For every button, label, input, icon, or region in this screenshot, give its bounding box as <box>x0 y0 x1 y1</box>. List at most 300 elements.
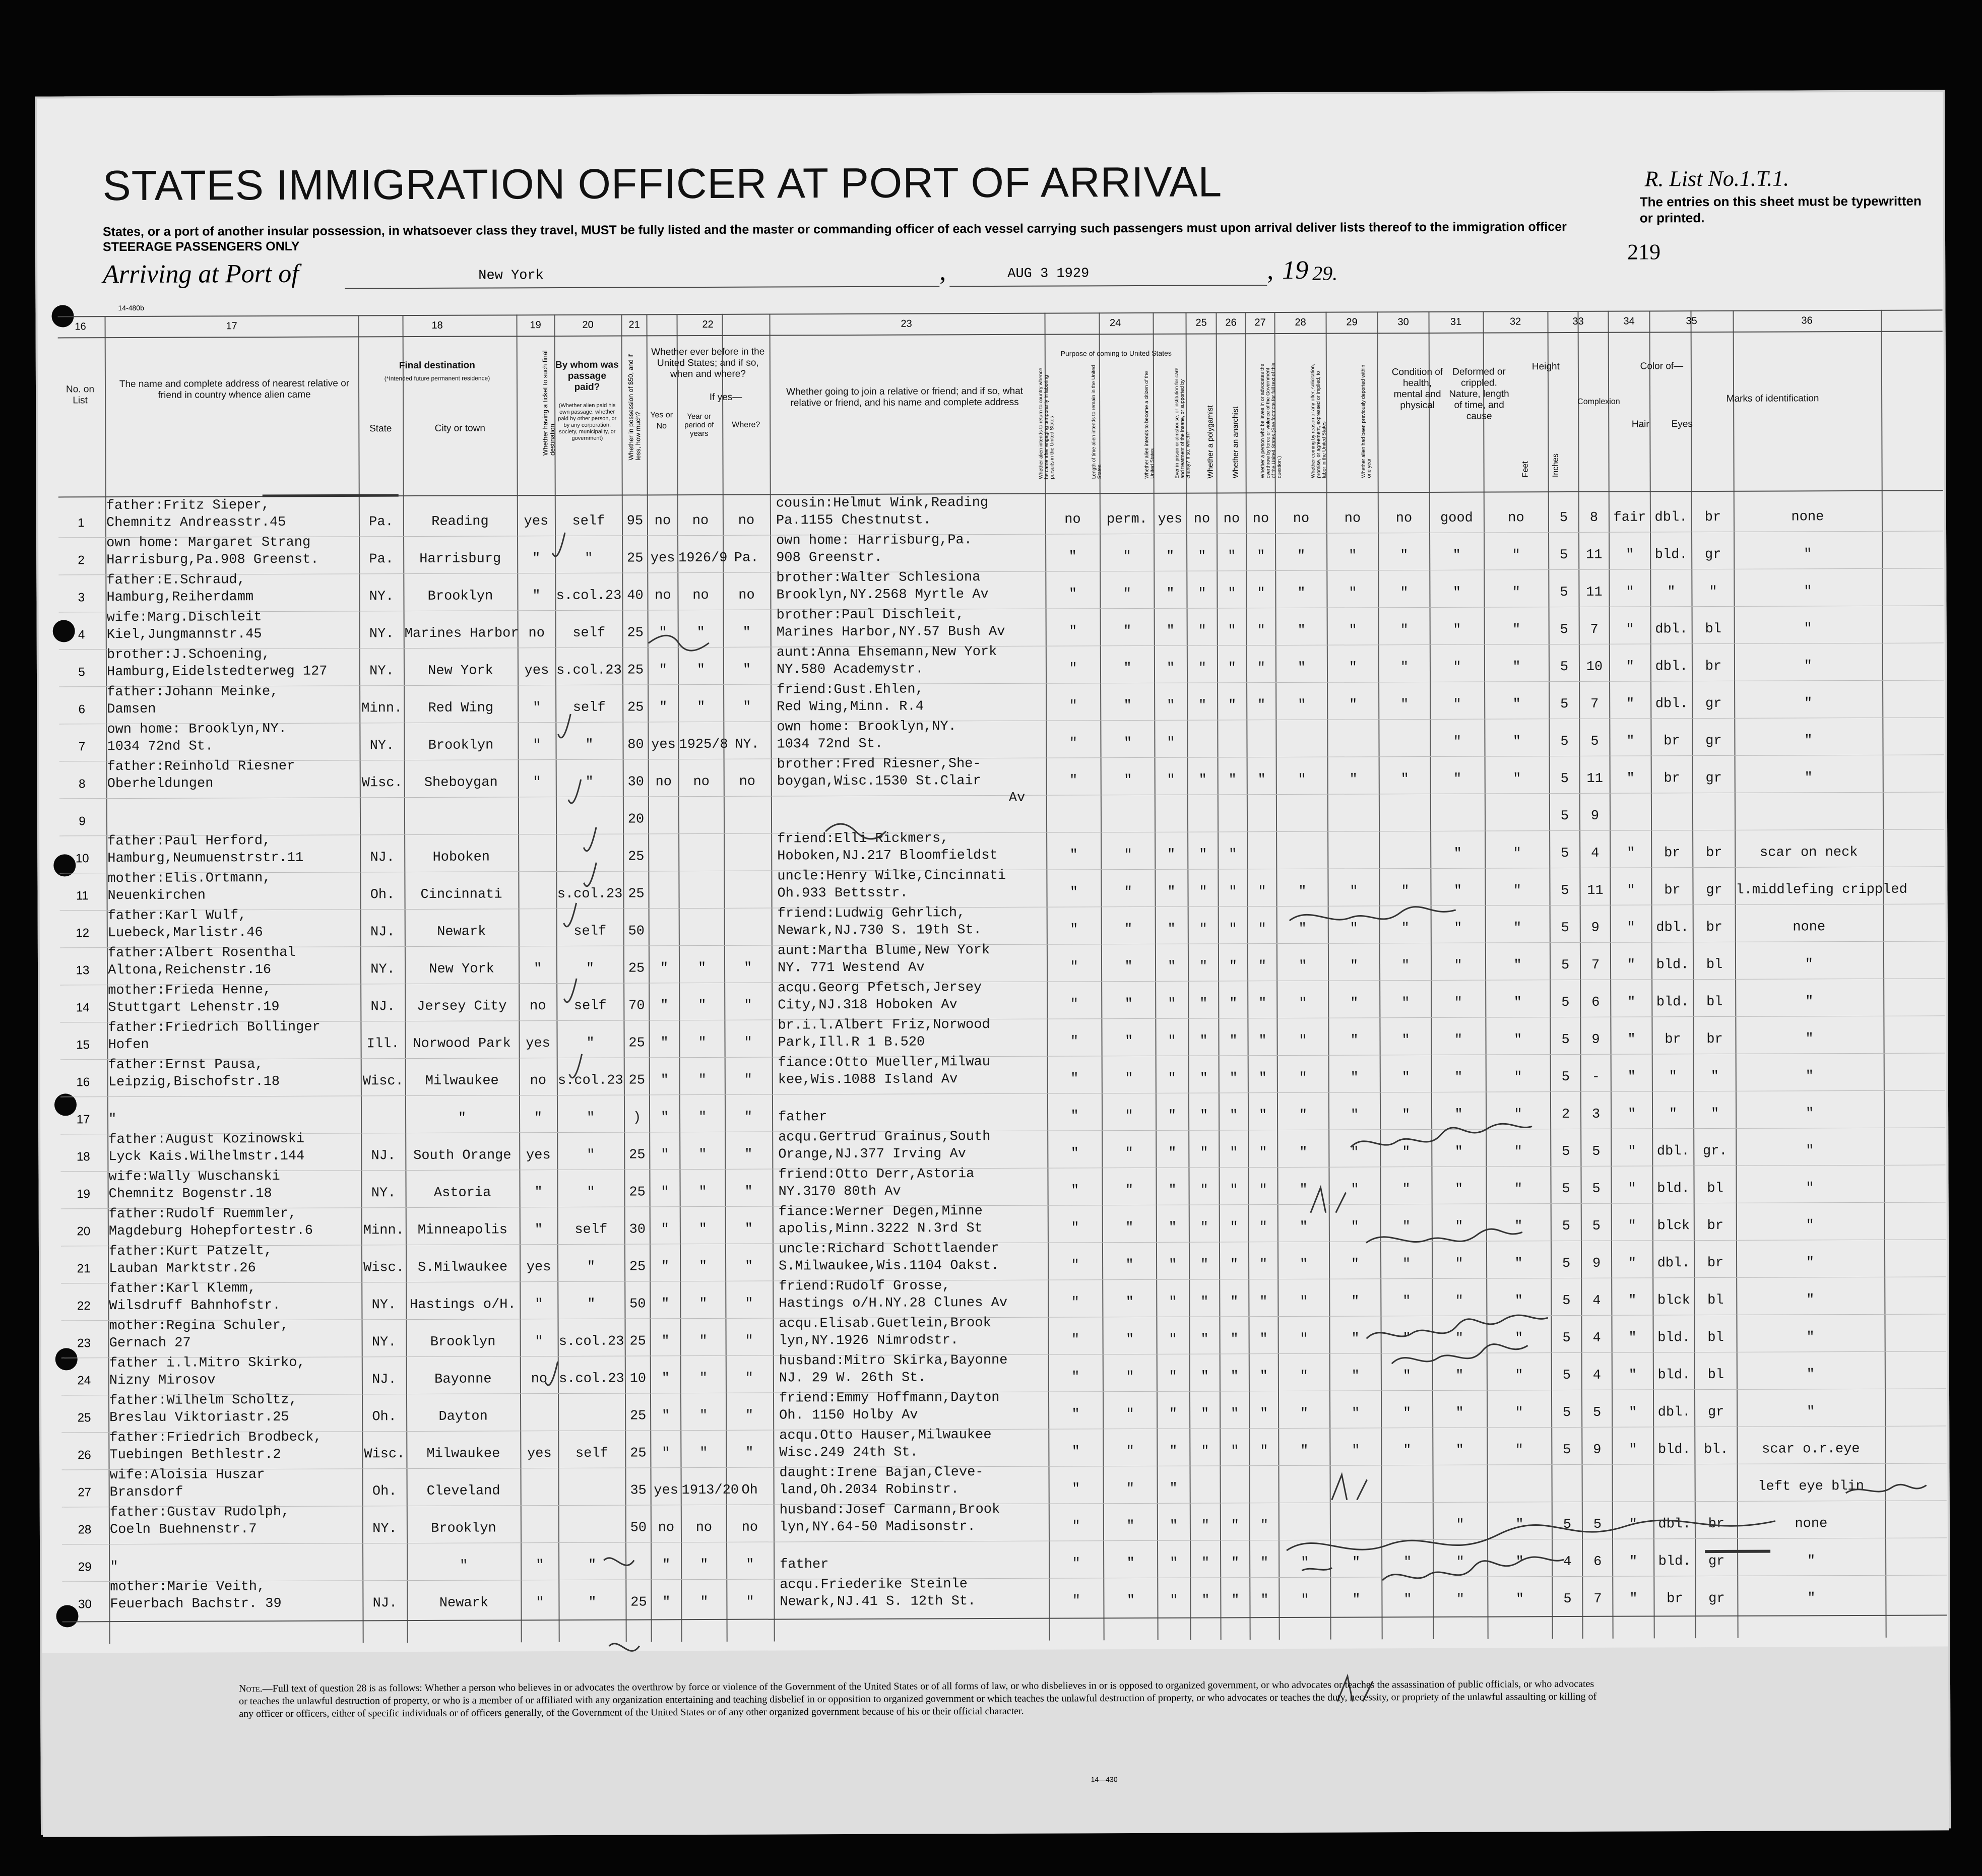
cell-polyg: " <box>1228 661 1237 676</box>
header-join-relative: Whether going to join a relative or friend; and if so, what relative or friend, and his name and complete address <box>786 385 1024 409</box>
join-relative-name: aunt:Martha Blume,New York <box>777 943 990 959</box>
relative-name: father:Friedrich Brodbeck, <box>109 1430 322 1446</box>
cell-p3: " <box>1169 1295 1177 1310</box>
cell-complexion: " <box>1628 1256 1637 1271</box>
cell-state: NY. <box>369 589 394 605</box>
row-divider <box>60 1127 1945 1134</box>
cell-city: Brooklyn <box>427 589 493 604</box>
cell-paid: " <box>588 1595 597 1610</box>
cell-yesno: yes <box>650 551 675 566</box>
cell-hair: dbl. <box>1655 622 1688 637</box>
cell-ticket: yes <box>524 663 549 679</box>
cell-paid: " <box>588 1558 597 1573</box>
cell-year: " <box>698 1221 707 1238</box>
cell-p2: perm. <box>1106 511 1147 528</box>
column-divider <box>770 314 775 1642</box>
cell-where: " <box>744 1035 752 1051</box>
cell-complexion: " <box>1627 995 1636 1010</box>
cell-complexion: " <box>1626 734 1635 749</box>
join-relative-address: Oh. 1150 Holby Av <box>779 1407 918 1424</box>
subtitle-text: States, or a port of another insular possession, in whatsoever class they travel, MUST be fully listed and the master or commanding officer of each vessel carrying such passengers must upon arrival deliver lists thereof to the immigration officer <box>102 220 1567 239</box>
cell-anarch: " <box>1260 1556 1269 1571</box>
cell-where: " <box>744 1147 753 1162</box>
cell-city: Reading <box>431 514 489 530</box>
cell-q29: " <box>1351 1182 1359 1198</box>
cell-where: Pa. <box>734 550 759 566</box>
cell-inches: 11 <box>1587 883 1604 898</box>
header-no-on-list: No. on List <box>66 384 95 406</box>
cell-hair: " <box>1667 585 1676 600</box>
cell-eyes: br <box>1705 845 1722 861</box>
join-relative-name: brother:Paul Dischleit, <box>776 607 965 623</box>
cell-p2: " <box>1125 1146 1133 1161</box>
relative-name: father:Friedrich Bollinger <box>108 1019 321 1036</box>
cell-q30: " <box>1402 1406 1412 1421</box>
header-final-destination-note: (*Intended future permanent residence) <box>384 374 490 382</box>
cell-health: " <box>1454 958 1462 974</box>
cell-health: " <box>1455 1368 1464 1384</box>
cell-ticket: " <box>535 1297 543 1313</box>
cell-yesno: no <box>658 1520 675 1536</box>
cell-where: no <box>738 513 755 529</box>
cell-hair: dbl. <box>1656 920 1689 936</box>
cell-p1: " <box>1070 1109 1079 1124</box>
cell-yesno: " <box>661 1222 669 1238</box>
cell-inches: 9 <box>1591 1032 1600 1048</box>
cell-complexion: " <box>1626 659 1635 675</box>
cell-year: " <box>698 1035 707 1051</box>
join-relative-name: acqu.Friederike Steinle <box>780 1577 968 1593</box>
cell-eyes: bl <box>1707 1330 1724 1346</box>
cell-state: NY. <box>371 1298 397 1313</box>
cell-inches: 4 <box>1592 1293 1601 1309</box>
cell-ticket: no <box>531 1372 548 1387</box>
join-relative-name: friend:Otto Derr,Astoria <box>778 1167 975 1183</box>
cell-inches: - <box>1591 1069 1600 1085</box>
join-relative-name: fiance:Werner Degen,Minne <box>778 1204 983 1220</box>
cell-paid: self <box>575 1446 608 1461</box>
cell-anarch: " <box>1257 772 1266 788</box>
cell-p1: " <box>1071 1370 1080 1385</box>
cell-city: Dayton <box>438 1409 488 1425</box>
cell-hair: bld. <box>1657 1181 1690 1197</box>
row-divider <box>60 1053 1945 1060</box>
join-relative-address: Hoboken,NJ.217 Bloomfieldst <box>777 848 998 864</box>
cell-ticket: " <box>534 1185 543 1201</box>
cell-p2: " <box>1124 959 1133 975</box>
cell-prison: " <box>1200 1220 1208 1236</box>
cell-state: Minn. <box>363 1223 404 1239</box>
header-nearest-relative: The name and complete address of nearest relative or friend in country whence alien came <box>119 378 350 401</box>
cell-anarch: " <box>1257 586 1265 602</box>
cell-feet: 2 <box>1561 1107 1570 1123</box>
identification-marks: scar o.r.eye <box>1762 1442 1860 1457</box>
join-relative-address: father <box>778 1110 827 1125</box>
join-relative-name: own home: Harrisburg,Pa. <box>776 533 973 549</box>
cell-anarch: " <box>1259 1183 1267 1198</box>
cell-complexion: " <box>1629 1554 1638 1570</box>
cell-q30: " <box>1402 1145 1411 1160</box>
relative-address: Gernach 27 <box>109 1335 191 1351</box>
cell-paid: " <box>586 1036 595 1051</box>
join-relative-address: City,NJ.318 Hoboken Av <box>778 997 957 1013</box>
cell-p2: " <box>1124 922 1133 938</box>
cell-inches: 5 <box>1590 734 1599 749</box>
cell-health: " <box>1453 771 1462 787</box>
cell-ticket: no <box>528 626 545 641</box>
cell-prison: " <box>1201 1593 1210 1608</box>
cell-hair: dbl. <box>1655 659 1688 675</box>
cell-inches: 11 <box>1586 771 1603 787</box>
relative-address: Damsen <box>107 701 156 718</box>
cell-p1: " <box>1069 848 1078 863</box>
cell-deformed: " <box>1512 734 1521 750</box>
table-rule <box>62 1614 1947 1622</box>
cell-yesno: " <box>660 961 669 977</box>
cell-q28: " <box>1297 586 1306 601</box>
cell-hair: br <box>1664 734 1680 749</box>
row-divider <box>59 680 1944 687</box>
cell-state: NJ. <box>372 1372 397 1388</box>
cell-prison: " <box>1201 1556 1210 1571</box>
cell-q28: " <box>1298 884 1307 899</box>
cell-money: 25 <box>629 1259 646 1275</box>
cell-yesno: no <box>655 588 671 604</box>
cell-state: Wisc. <box>364 1447 405 1462</box>
relative-address: Hamburg,Eidelstedterweg 127 <box>106 664 328 680</box>
header-q29: Whether coming by reason of any offer, solicitation, promise, or agreement, expressed or implied, to labor in the United States <box>1310 364 1327 478</box>
join-relative-name: acqu.Otto Hauser,Milwaukee <box>779 1428 992 1444</box>
arriving-label: Arriving at Port of <box>103 259 299 289</box>
cell-ticket: no <box>530 999 546 1014</box>
cell-paid: self <box>572 700 606 716</box>
cell-money: 50 <box>628 924 645 939</box>
cell-ticket: yes <box>527 1446 552 1462</box>
cell-p3: " <box>1166 661 1175 676</box>
relative-address: Lauban Marktstr.26 <box>109 1261 256 1277</box>
cell-city <box>405 812 517 813</box>
cell-money: 25 <box>629 1408 647 1424</box>
cell-health: " <box>1455 1219 1463 1235</box>
relative-address: Oberheldungen <box>107 776 214 792</box>
cell-deformed: " <box>1515 1368 1523 1384</box>
cell-deformed: " <box>1512 548 1520 563</box>
cell-yesno: " <box>662 1558 671 1573</box>
row-divider <box>58 568 1943 575</box>
cell-p3: " <box>1168 1220 1177 1236</box>
column-divider <box>1881 310 1886 1638</box>
cell-health: " <box>1453 622 1461 638</box>
cell-money: ) <box>632 1110 642 1126</box>
cell-money: 25 <box>629 1334 646 1349</box>
cell-polyg: " <box>1229 884 1237 900</box>
cell-hair: bld. <box>1656 957 1689 973</box>
cell-health: " <box>1454 1107 1463 1123</box>
cell-q30: " <box>1403 1592 1412 1608</box>
header-year-period: Year or period of years <box>684 412 714 438</box>
cell-prison: " <box>1200 1369 1209 1385</box>
cell-q28: " <box>1300 1406 1309 1421</box>
join-relative-address: NY.580 Academystr. <box>776 662 924 678</box>
join-relative-address: S.Milwaukee,Wis.1104 Oakst. <box>779 1258 999 1274</box>
identification-marks: " <box>1805 1069 1814 1084</box>
cell-p1: " <box>1068 587 1077 602</box>
join-relative-name: brother:Walter Schlesiona <box>776 570 981 586</box>
cell-q30: " <box>1400 586 1409 601</box>
form-code: 14-480b <box>118 303 144 312</box>
cell-eyes: gr. <box>1702 1143 1728 1159</box>
cell-yesno: no <box>655 774 672 790</box>
cell-deformed: " <box>1514 1107 1522 1123</box>
cell-q29: " <box>1351 1406 1360 1421</box>
identification-marks: " <box>1806 1218 1814 1234</box>
cell-paid: s.col.23 <box>556 663 622 679</box>
question-28-footnote <box>239 1678 1600 1720</box>
cell-q28: " <box>1300 1294 1308 1310</box>
cell-p1: " <box>1072 1556 1080 1572</box>
join-relative-address: Park,Ill.R 1 B.520 <box>778 1034 925 1051</box>
identification-marks: " <box>1807 1591 1816 1606</box>
cell-anarch: " <box>1257 549 1265 564</box>
cell-ticket: " <box>533 738 541 753</box>
cell-p3: " <box>1167 772 1175 788</box>
cell-prison: " <box>1201 1444 1209 1459</box>
cell-health: " <box>1453 883 1462 899</box>
cell-q29: " <box>1350 1033 1359 1049</box>
row-number: 24 <box>77 1374 91 1388</box>
relative-name: father:Gustav Rudolph, <box>109 1504 290 1521</box>
cell-p2: " <box>1126 1556 1135 1572</box>
cell-where: Oh <box>741 1482 758 1498</box>
join-relative-name: friend:Gust.Ehlen, <box>777 682 924 698</box>
row-number: 4 <box>78 628 85 642</box>
identification-marks: left eye blin <box>1758 1478 1865 1495</box>
cell-complexion: " <box>1628 1218 1636 1234</box>
cell-where: " <box>743 960 752 976</box>
join-relative-address: Newark,NJ.730 S. 19th St. <box>777 923 982 939</box>
row-number: 3 <box>78 591 85 605</box>
cell-year: no <box>692 513 709 529</box>
identification-marks: " <box>1807 1554 1816 1569</box>
cell-q29: " <box>1350 1108 1359 1123</box>
cell-complexion: " <box>1627 1032 1636 1048</box>
column-number: 34 <box>1623 315 1635 327</box>
cell-feet: 5 <box>1562 1144 1570 1160</box>
cell-health: " <box>1453 660 1461 675</box>
cell-deformed: " <box>1513 995 1522 1011</box>
cell-year: " <box>698 1259 708 1275</box>
cell-polyg: " <box>1230 1332 1239 1347</box>
relative-name: father:Karl Wulf, <box>107 908 247 924</box>
header-purpose-citizen: Whether alien intends to become a citizen of the United States <box>1143 371 1156 479</box>
cell-complexion: " <box>1627 957 1636 973</box>
cell-year: no <box>692 588 709 604</box>
column-number: 23 <box>901 318 912 330</box>
cell-eyes: br <box>1707 1218 1724 1234</box>
cell-city: Marines Harbor <box>404 626 519 642</box>
cell-hair: bld. <box>1654 547 1688 563</box>
cell-q30: " <box>1403 1443 1412 1459</box>
join-relative-name: aunt:Anna Ehsemann,New York <box>776 644 997 661</box>
cell-p3: " <box>1166 549 1175 564</box>
cell-q29: " <box>1349 772 1358 788</box>
relative-name: father:Wilhelm Scholtz, <box>109 1392 297 1409</box>
cell-eyes: bl <box>1707 1181 1723 1197</box>
cell-anarch: no <box>1252 511 1269 527</box>
cell-polyg: " <box>1229 1108 1238 1124</box>
cell-eyes: gr <box>1707 1404 1724 1420</box>
cell-p1: " <box>1071 1407 1080 1422</box>
join-relative-address: Wisc.249 24th St. <box>779 1445 918 1461</box>
identification-marks: " <box>1805 957 1814 973</box>
cell-q28: " <box>1297 548 1306 564</box>
cell-city: New York <box>429 961 494 977</box>
row-number: 25 <box>77 1411 91 1425</box>
cell-prison: " <box>1198 661 1207 676</box>
cell-yesno: " <box>662 1595 671 1610</box>
join-relative-address-cont: Av <box>1008 790 1026 806</box>
cell-feet: 5 <box>1561 1070 1570 1085</box>
cell-prison: " <box>1200 1406 1209 1422</box>
column-number: 19 <box>530 319 541 331</box>
cell-complexion: " <box>1628 1144 1636 1159</box>
cell-eyes: gr <box>1706 882 1722 898</box>
join-relative-name: friend:Emmy Hoffmann,Dayton <box>779 1390 1000 1406</box>
cell-polyg: " <box>1229 996 1238 1012</box>
row-number: 15 <box>76 1038 90 1052</box>
cell-where: " <box>744 1221 753 1237</box>
cell-anarch: " <box>1260 1444 1268 1459</box>
row-number: 5 <box>78 665 85 679</box>
cell-state: NJ. <box>370 925 395 940</box>
cell-p2: " <box>1123 624 1132 639</box>
cell-q28: " <box>1300 1369 1309 1384</box>
cell-where: " <box>744 1184 753 1200</box>
relative-name: father:Reinhold Riesner <box>107 758 295 775</box>
cell-q28: " <box>1299 1108 1308 1123</box>
cell-where: " <box>745 1371 754 1386</box>
cell-p1: " <box>1071 1220 1079 1236</box>
row-number: 8 <box>79 777 86 791</box>
cell-p1: " <box>1071 1481 1080 1497</box>
cell-money: 40 <box>627 588 644 604</box>
row-divider <box>58 531 1943 538</box>
cell-p2: " <box>1125 1071 1133 1087</box>
cell-paid: self <box>573 998 607 1014</box>
cell-yesno: " <box>660 1110 669 1126</box>
header-eyes: Eyes <box>1671 419 1693 430</box>
relative-name: father:August Kozinowski <box>108 1131 305 1148</box>
header-condition: Condition of health, mental and physical <box>1391 366 1443 411</box>
date-underline <box>949 285 1267 287</box>
cell-p3: " <box>1168 1108 1177 1124</box>
cell-hair: br <box>1664 771 1680 787</box>
row-divider <box>61 1202 1946 1209</box>
cell-hair: dbl. <box>1654 510 1688 526</box>
cell-feet: 5 <box>1560 771 1569 787</box>
cell-q28: " <box>1298 697 1306 713</box>
cell-money: 25 <box>628 961 645 977</box>
cell-q30: " <box>1400 623 1409 638</box>
cell-year: " <box>698 1147 707 1163</box>
cell-health: good <box>1440 510 1473 526</box>
cell-hair: blck <box>1657 1293 1690 1309</box>
cell-paid: " <box>587 1147 595 1163</box>
join-relative-address: Brooklyn,NY.2568 Myrtle Av <box>776 587 989 603</box>
row-number: 20 <box>77 1224 91 1239</box>
relative-name: wife:Wally Wuschanski <box>108 1169 280 1185</box>
row-divider <box>60 978 1945 985</box>
cell-polyg: " <box>1228 698 1237 714</box>
header-complexion: Complexion <box>1577 397 1620 406</box>
relative-name: own home: Margaret Strang <box>106 535 311 551</box>
cell-where: " <box>745 1296 753 1312</box>
cell-q30: " <box>1401 921 1410 937</box>
cell-where: no <box>741 1520 758 1535</box>
cell-year: " <box>698 998 707 1014</box>
arrival-line <box>103 255 1338 300</box>
cell-p3: " <box>1167 922 1176 937</box>
cell-hair: br <box>1667 1591 1683 1607</box>
relative-name: father:Fritz Sieper, <box>106 498 270 514</box>
cell-anarch: " <box>1257 623 1265 639</box>
row-divider <box>60 1015 1945 1022</box>
row-divider <box>61 1276 1946 1283</box>
cell-paid: " <box>587 1297 596 1312</box>
cell-year: " <box>698 1184 707 1200</box>
relative-address: Tuebingen Bethlestr.2 <box>109 1447 281 1463</box>
row-number: 14 <box>76 1001 90 1015</box>
cell-year: " <box>697 699 706 716</box>
row-number: 7 <box>78 740 86 754</box>
join-relative-address: Orange,NJ.377 Irving Av <box>778 1146 967 1162</box>
cell-p3: " <box>1168 1183 1177 1198</box>
cell-eyes: " <box>1710 1069 1719 1085</box>
cell-year: " <box>700 1594 709 1610</box>
cell-complexion: " <box>1628 1405 1637 1420</box>
cell-where: " <box>743 699 751 715</box>
cell-eyes: br <box>1707 1255 1724 1271</box>
cell-p2: " <box>1124 1034 1133 1050</box>
cell-polyg: " <box>1231 1593 1240 1608</box>
relative-address: Feuerbach Bachstr. 39 <box>110 1596 282 1612</box>
cell-feet: 5 <box>1559 510 1568 526</box>
cell-state: NY. <box>372 1521 397 1537</box>
cell-complexion: " <box>1628 1181 1636 1197</box>
cell-deformed: " <box>1513 958 1522 974</box>
cell-year: " <box>698 1072 707 1088</box>
cell-feet: 5 <box>1561 958 1570 974</box>
header-height: Height <box>1531 361 1560 372</box>
form-title: STATES IMMIGRATION OFFICER AT PORT OF ARRIVAL <box>102 158 1223 210</box>
cell-q29: " <box>1351 1145 1359 1160</box>
cell-where: " <box>745 1333 753 1349</box>
cell-prison: " <box>1199 996 1208 1012</box>
identification-marks: " <box>1804 733 1813 749</box>
cell-city: Jersey City <box>417 999 507 1014</box>
relative-address: Wilsdruff Bahnhofstr. <box>109 1298 281 1314</box>
cell-city: South Orange <box>413 1148 512 1164</box>
cell-money: 50 <box>629 1297 646 1312</box>
header-prison: Ever in prison or almshouse, or institution for care and treatment of the insane, or supported by charity? If so, which? <box>1174 367 1191 479</box>
relative-name: father:Rudolf Ruemmler, <box>108 1206 297 1222</box>
header-q28: Whether a person who believes in or advocates the overthrow by force or violence of the Government of the United States (See footnote for full text of this question.) <box>1259 362 1283 479</box>
join-relative-name: br.i.l.Albert Friz,Norwood <box>778 1017 990 1033</box>
cell-health: " <box>1453 734 1462 750</box>
cell-health: " <box>1454 1144 1463 1160</box>
row-number: 13 <box>76 963 90 978</box>
cell-feet: 5 <box>1560 548 1568 563</box>
